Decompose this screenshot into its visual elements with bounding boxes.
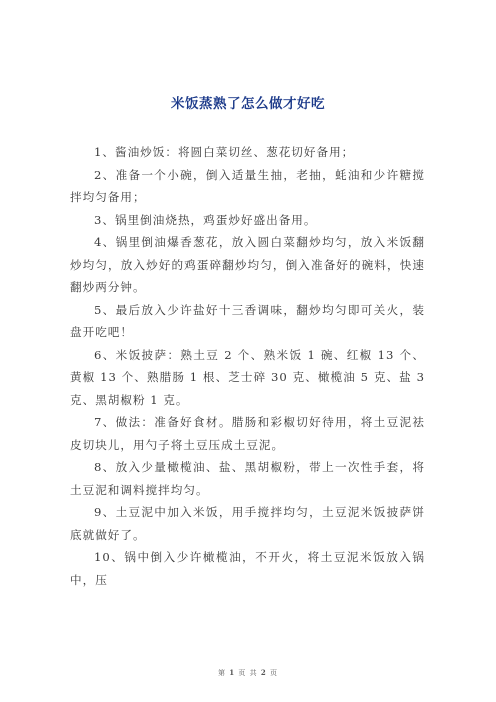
page-title: 米饭蒸熟了怎么做才好吃 <box>171 96 325 112</box>
footer-total-pages: 2 <box>260 668 267 677</box>
paragraph-6: 6、米饭披萨：熟土豆 2 个、熟米饭 1 碗、红椒 13 个、黄椒 13 个、熟腊肠 1 根、芝士碎 30 克、橄榄油 5 克、盐 3 克、黑胡椒粉 1 克。 <box>70 347 425 407</box>
paragraph-9: 9、土豆泥中加入米饭，用手搅拌均匀，土豆泥米饭披萨饼底就做好了。 <box>70 505 425 542</box>
paragraph-2: 2、准备一个小碗，倒入适量生抽，老抽，蚝油和少许糖搅拌均匀备用； <box>70 167 425 204</box>
page-footer <box>0 668 496 678</box>
paragraph-8: 8、放入少量橄榄油、盐、黑胡椒粉，带上一次性手套，将土豆泥和调料搅拌均匀。 <box>70 460 425 497</box>
paragraph-1: 1、酱油炒饭：将圆白菜切丝、葱花切好备用； <box>94 145 355 159</box>
footer-prefix: 第 <box>218 669 227 677</box>
paragraph-3: 3、锅里倒油烧热，鸡蛋炒好盛出备用。 <box>94 212 317 227</box>
paragraph-10: 10、锅中倒入少许橄榄油，不开火，将土豆泥米饭放入锅中，压 <box>70 550 425 587</box>
paragraph-4: 4、锅里倒油爆香葱花，放入圆白菜翻炒均匀，放入米饭翻炒均匀，放入炒好的鸡蛋碎翻炒均匀，倒入准备好的碗料，快速翻炒两分钟。 <box>70 235 425 294</box>
paragraph-7: 7、做法：准备好食材。腊肠和彩椒切好待用，将土豆泥祛皮切块儿，用勺子将土豆压成土豆泥。 <box>70 415 425 452</box>
footer-middle: 页 共 <box>238 669 258 677</box>
paragraph-5: 5、最后放入少许盐好十三香调味，翻炒均匀即可关火，装盘开吃吧！ <box>70 302 425 339</box>
footer-current-page: 1 <box>229 668 236 677</box>
footer-suffix: 页 <box>269 669 278 677</box>
article-body <box>70 141 425 591</box>
